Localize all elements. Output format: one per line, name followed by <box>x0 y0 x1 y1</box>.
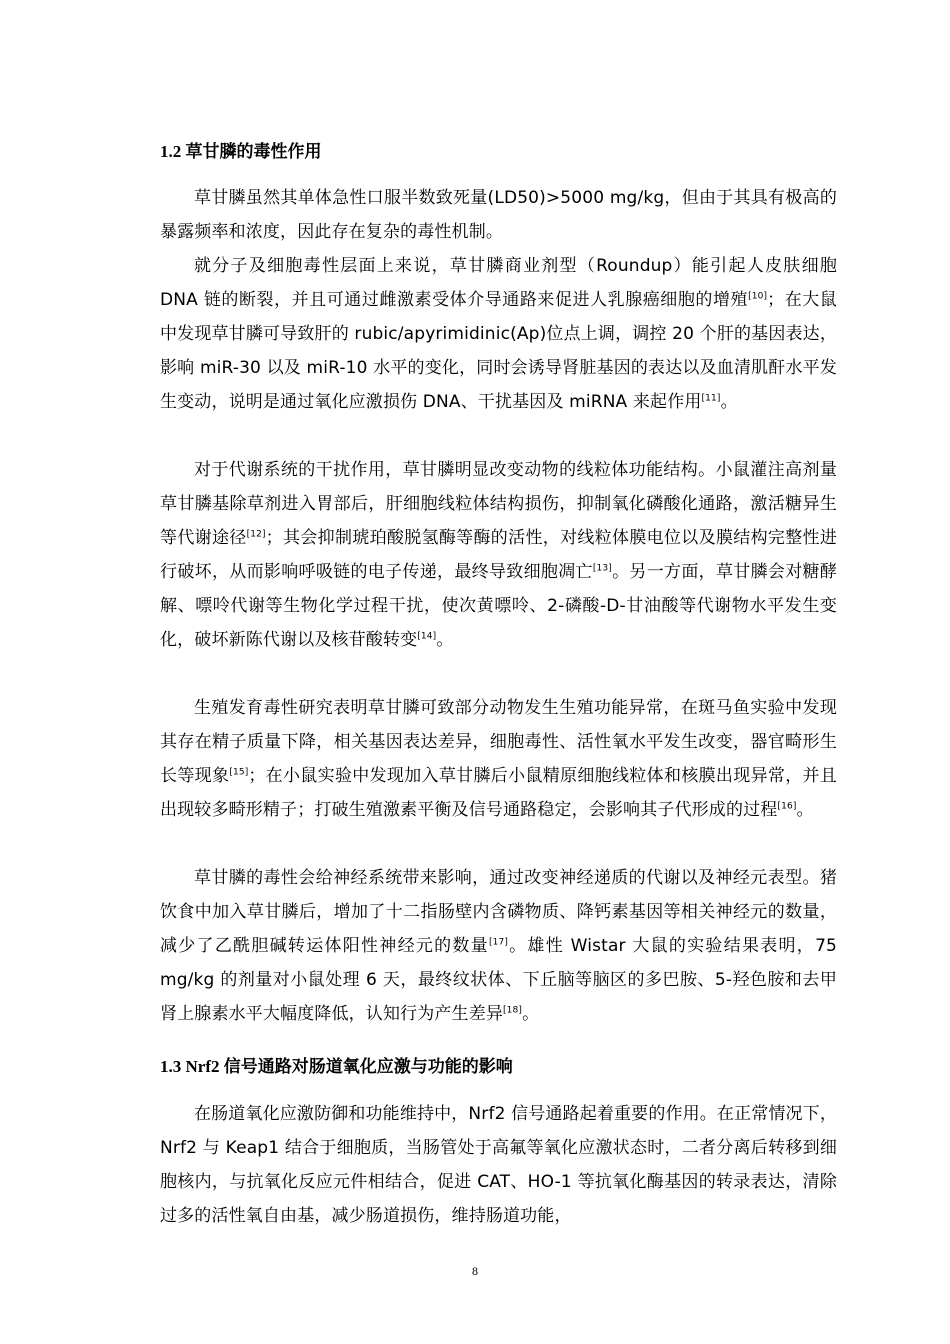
citation-16[interactable]: [16] <box>777 801 797 812</box>
paragraph-text: 生殖发育毒性研究表明草甘膦可致部分动物发生生殖功能异常，在斑马鱼实验中发现其存在精子质量下降，相关基因表达差异，细胞毒性、活性氧水平发生改变，器官畸形生长等现象 <box>160 698 837 786</box>
paragraph-text: ；在大鼠中发现草甘膦可导致肝的 rubic/apyrimidinic(Ap)位点上调，调控 20 个肝的基因表达，影响 miR-30 以及 miR-10 水平的变化，同时会诱导肾脏基因的表达以及血清肌酐水平发生变动，说明是通过氧化应激损伤 DNA、干扰基因及 miRNA 来起作用 <box>160 290 837 412</box>
paragraph-metabolic-toxicity <box>160 453 837 657</box>
paragraph-text: ；其会抑制琥珀酸脱氢酶等酶的活性，对线粒体膜电位以及膜结构完整性进行破坏，从而影响呼吸链的电子传递，最终导致细胞凋亡 <box>160 528 837 582</box>
paragraph-text: 。 <box>522 1004 540 1024</box>
paragraph-text: 就分子及细胞毒性层面上来说，草甘膦商业剂型（Roundup）能引起人皮肤细胞 DNA 链的断裂，并且可通过雌激素受体介导通路来促进人乳腺癌细胞的增殖 <box>160 256 837 310</box>
paragraph-text: 。 <box>436 630 454 650</box>
citation-13[interactable]: [13] <box>592 563 612 574</box>
paragraph-text: ；在小鼠实验中发现加入草甘膦后小鼠精原细胞线粒体和核膜出现异常，并且出现较多畸形精子；打破生殖激素平衡及信号通路稳定，会影响其子代形成的过程 <box>160 766 837 820</box>
page-number: 8 <box>472 1264 478 1278</box>
paragraph-cellular-toxicity <box>160 249 837 419</box>
paragraph-text: 。雄性 Wistar 大鼠的实验结果表明，75 mg/kg 的剂量对小鼠处理 6 天，最终纹状体、下丘脑等脑区的多巴胺、5-羟色胺和去甲肾上腺素水平大幅度降低，认知行为产生差异 <box>160 936 838 1024</box>
paragraph-neurotoxicity <box>160 861 837 1031</box>
citation-12[interactable]: [12] <box>246 529 266 540</box>
paragraph-text: 草甘膦的毒性会给神经系统带来影响，通过改变神经递质的代谢以及神经元表型。猪饮食中加入草甘膦后，增加了十二指肠壁内含磷物质、降钙素基因等相关神经元的数量，减少了乙酰胆碱转运体阳性神经元的数量 <box>160 868 837 956</box>
section-heading-1-3: 1.3 Nrf2 信号通路对肠道氧化应激与功能的影响 <box>160 1057 513 1076</box>
paragraph-text: 。另一方面，草甘膦会对糖酵解、嘌呤代谢等生物化学过程干扰，使次黄嘌呤、2-磷酸-D-甘油酸等代谢物水平发生变化，破坏新陈代谢以及核苷酸转变 <box>160 562 837 650</box>
paragraph-text: 。 <box>720 392 738 412</box>
section-heading-1-2: 1.2 草甘膦的毒性作用 <box>160 142 322 161</box>
citation-17[interactable]: [17] <box>488 937 509 948</box>
paragraph-acute-toxicity: 草甘膦虽然其单体急性口服半数致死量(LD50)>5000 mg/kg，但由于其具有极高的暴露频率和浓度，因此存在复杂的毒性机制。 <box>160 188 837 242</box>
paragraph-text: 对于代谢系统的干扰作用，草甘膦明显改变动物的线粒体功能结构。小鼠灌注高剂量草甘膦基除草剂进入胃部后，肝细胞线粒体结构损伤，抑制氧化磷酸化通路，激活糖异生等代谢途径 <box>160 460 837 548</box>
citation-18[interactable]: [18] <box>503 1005 523 1016</box>
citation-11[interactable]: [11] <box>701 393 721 404</box>
paragraph-text: 。 <box>796 800 814 820</box>
paragraph-reproductive-toxicity <box>160 691 837 827</box>
paragraph-nrf2-pathway: 在肠道氧化应激防御和功能维持中，Nrf2 信号通路起着重要的作用。在正常情况下，Nrf2 与 Keap1 结合于细胞质，当肠管处于高氟等氧化应激状态时，二者分离后转移到细胞核内，与抗氧化反应元件相结合，促进 CAT、HO-1 等抗氧化酶基因的转录表达，清除过多的活性氧自由基，减少肠道损伤，维持肠道功能， <box>160 1104 837 1226</box>
citation-10[interactable]: [10] <box>748 291 768 302</box>
citation-14[interactable]: [14] <box>417 631 437 642</box>
citation-15[interactable]: [15] <box>229 767 249 778</box>
